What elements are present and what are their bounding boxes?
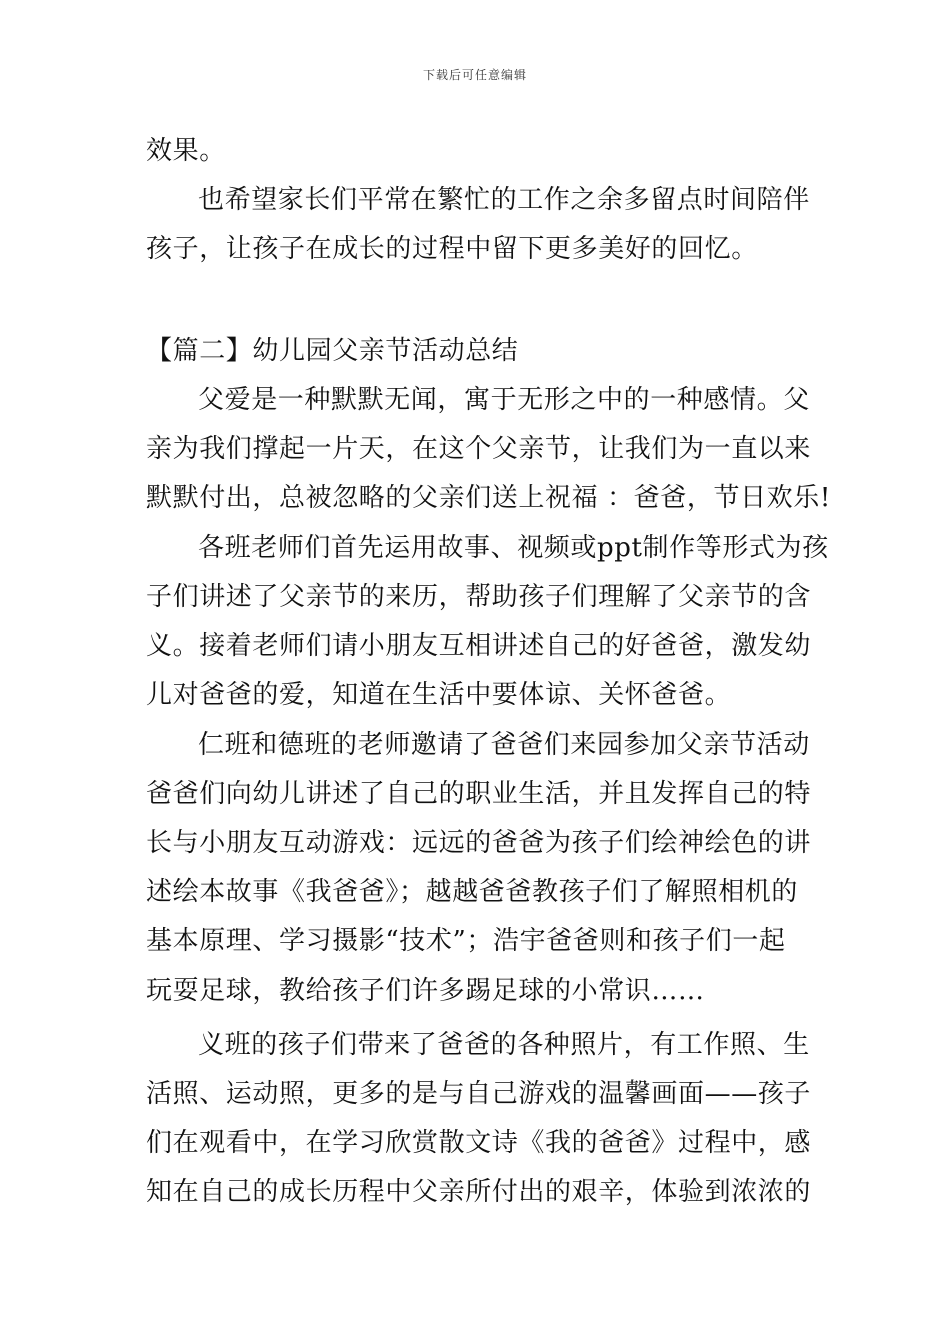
text-line: 效果。 <box>146 136 226 166</box>
text-line: 基本原理、学习摄影“技术”；浩宇爸爸则和孩子们一起 <box>146 926 786 956</box>
text-line: 义班的孩子们带来了爸爸的各种照片，有工作照、生 <box>198 1030 810 1060</box>
text-line: 们在观看中，在学习欣赏散文诗《我的爸爸》过程中，感 <box>146 1128 812 1158</box>
section-heading: 【篇二】幼儿园父亲节活动总结 <box>146 336 519 366</box>
page-header-note: 下载后可任意编辑 <box>422 68 527 82</box>
text-line: 亲为我们撑起一片天，在这个父亲节，让我们为一直以来 <box>146 434 812 464</box>
text-line: 子们讲述了父亲节的来历，帮助孩子们理解了父亲节的含 <box>146 582 812 612</box>
text-line: 父爱是一种默默无闻，寓于无形之中的一种感情。父 <box>198 385 810 415</box>
text-line: 述绘本故事《我爸爸》；越越爸爸教孩子们了解照相机的 <box>146 877 799 907</box>
text-line: 各班老师们首先运用故事、视频或ppt制作等形式为孩 <box>198 533 829 563</box>
text-line: 仁班和德班的老师邀请了爸爸们来园参加父亲节活动 <box>198 730 810 760</box>
text-line: 义。接着老师们请小朋友互相讲述自己的好爸爸，激发幼 <box>146 631 812 661</box>
text-line: 儿对爸爸的爱，知道在生活中要体谅、关怀爸爸。 <box>146 680 732 710</box>
text-line: 爸爸们向幼儿讲述了自己的职业生活，并且发挥自己的特 <box>146 779 812 809</box>
text-line: 孩子，让孩子在成长的过程中留下更多美好的回忆。 <box>146 234 758 264</box>
text-line: 长与小朋友互动游戏：远远的爸爸为孩子们绘神绘色的讲 <box>146 828 812 858</box>
text-line: 也希望家长们平常在繁忙的工作之余多留点时间陪伴 <box>198 185 810 215</box>
text-line: 知在自己的成长历程中父亲所付出的艰辛，体验到浓浓的 <box>146 1177 812 1207</box>
text-line: 活照、运动照，更多的是与自己游戏的温馨画面——孩子 <box>146 1079 812 1109</box>
text-line: 默默付出，总被忽略的父亲们送上祝福 ：爸爸，节日欢乐! <box>146 483 831 513</box>
text-line: 玩耍足球，教给孩子们许多踢足球的小常识…… <box>146 976 705 1006</box>
